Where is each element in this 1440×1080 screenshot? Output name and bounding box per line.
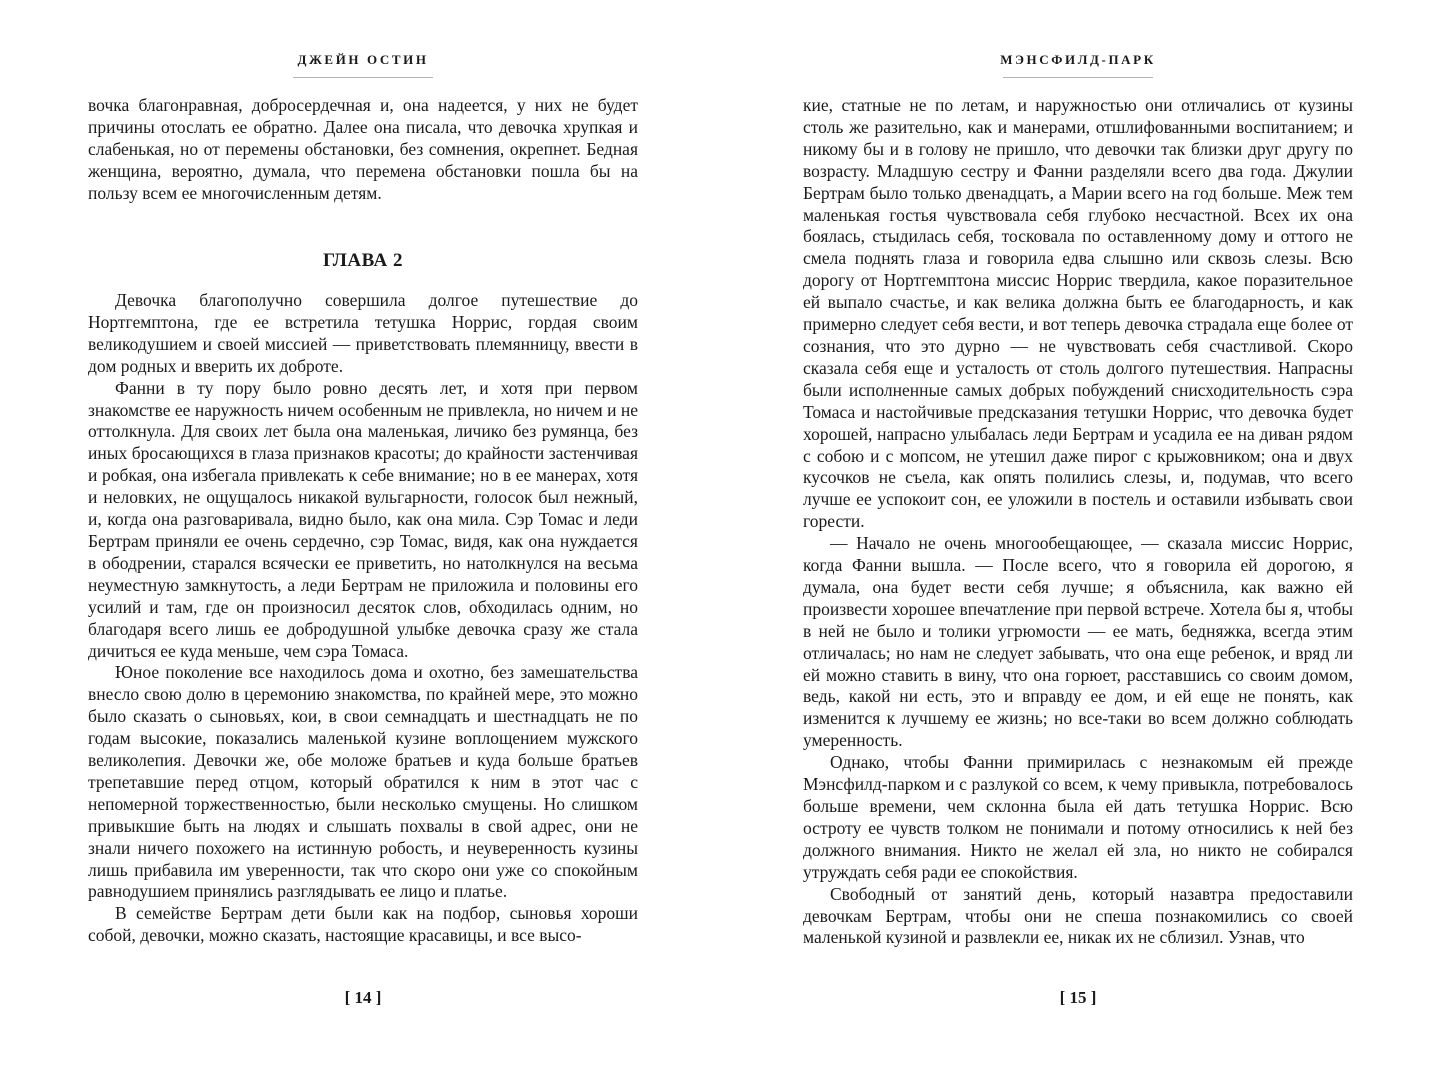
paragraph: Свободный от занятий день, который назавтра предоставили девочкам Бертрам, чтобы они не спеша познакомились со своей маленькой кузиной и развлекли ее, никак их не сблизил. Узнав, что (803, 883, 1353, 948)
right-main-text (803, 95, 1353, 949)
left-running-head: ДЖЕЙН ОСТИН (297, 52, 429, 67)
paragraph: В семействе Бертрам дети были как на подбор, сыновья хороши собой, девочки, можно сказать, настоящие красавицы, и все высо- (88, 903, 638, 946)
paragraph: Девочка благополучно совершила долгое путешествие до Нортгемптона, где ее встретила тетушка Норрис, гордая своим великодушием и своей миссией — приветствовать племянницу, ввести в дом родных и вверить их доброте. (88, 290, 638, 376)
paragraph: Однако, чтобы Фанни примирилась с незнакомым ей прежде Мэнсфилд-парком и с разлукой со всем, к чему привыкла, потребовалось больше времени, чем склонна была ей дать тетушка Норрис. Всю остроту ее чувств толком не понимали и потому относились к ней без должного внимания. Никто не желал ей зла, но никто не собирался утруждать себя ради ее спокойствия. (803, 752, 1353, 882)
left-intro-text (88, 95, 638, 205)
intro-paragraph: вочка благонравная, добросердечная и, она надеется, у них не будет причины отослать ее обратно. Далее она писала, что девочка хрупкая и слабенькая, но от перемены обстановки, без сомнения, окрепнет. Бедная женщина, вероятно, думала, что перемена обстановки пошла бы на пользу всем ее многочисленным детям. (88, 95, 638, 203)
left-page (88, 0, 638, 1080)
left-main-text (88, 290, 638, 947)
right-running-head-rule (1003, 77, 1153, 78)
right-page-number: [ 15 ] (1059, 988, 1097, 1007)
paragraph: — Начало не очень многообещающее, — сказала миссис Норрис, когда Фанни вышла. — После всего, что я говорила ей дорогою, я думала, она будет вести себя лучше; я объяснила, как важно ей произвести хорошее впечатление при первой встрече. Хотела бы я, чтобы в ней не было и толики угрюмости — ее мать, бедняжка, всегда этим отличалась; но нам не следует забывать, что она еще ребенок, и вряд ли ей можно ставить в вину, что она горюет, расставшись со своим домом, ведь, какой ни есть, это и вправду ее дом, и ей еще не понять, как изменится к лучшему ее жизнь; но все-таки во всем должно соблюдать умеренность. (803, 533, 1353, 751)
left-page-number: [ 14 ] (344, 988, 382, 1007)
paragraph: Фанни в ту пору было ровно десять лет, и хотя при первом знакомстве ее наружность ничем особенным не привлекла, но ничем и не оттолкнула. Для своих лет была она маленькая, личико без румянца, без иных бросающихся в глаза признаков красоты; до крайности застенчивая и робкая, она избегала привлекать к себе внимание; но в ее манерах, хотя и неловких, не ощущалось никакой вульгарности, голосок был нежный, и, когда она разговаривала, видно было, как она мила. Сэр Томас и леди Бертрам приняли ее очень сердечно, сэр Томас, видя, как она нуждается в ободрении, старался всячески ее приветить, но натолкнулся на весьма неуместную замкнутость, а леди Бертрам не приложила и половины его усилий и там, где он произносил десяток слов, обходилась одним, но благодаря всего лишь ее добродушной улыбке девочка сразу же стала дичиться ее куда меньше, чем сэра Томаса. (88, 377, 638, 661)
right-page (803, 0, 1353, 1080)
chapter-title: ГЛАВА 2 (322, 250, 404, 271)
right-running-head: МЭНСФИЛД-ПАРК (1000, 52, 1156, 67)
paragraph: Юное поколение все находилось дома и охотно, без замешательства внесло свою долю в церемонию знакомства, по крайней мере, это можно было сказать о сыновьях, кои, в свои семнадцать и шестнадцать не по годам высокие, показались маленькой кузине воплощением мужского великолепия. Девочки же, обе моложе братьев и куда больше братьев трепетавшие перед отцом, который обратился к ним в этот час с непомерной торжественностью, были несколько смущены. Но слишком привыкшие быть на людях и слышать похвалы в свой адрес, они не знали ничего похожего на истинную робость, и неуверенность кузины лишь прибавила им уверенности, так что скоро они уже со спокойным равнодушием принялись разглядывать ее лицо и платье. (88, 662, 638, 902)
continuation-paragraph: кие, статные не по летам, и наружностью они отличались от кузины столь же разительно, как и манерами, отшлифованными воспитанием; и никому бы и в голову не пришло, что девочки так близки друг другу по возрасту. Младшую сестру и Фанни разделяли всего два года. Джулии Бертрам было только двенадцать, а Марии всего на год больше. Меж тем маленькая гостья чувствовала себя глубоко несчастной. Всех их она боялась, стыдилась себя, тосковала по оставленному дому и оттого не смела поднять глаза и говорила едва слышно или сквозь слезы. Всю дорогу от Нортгемптона миссис Норрис твердила, какое поразительное ей выпало счастье, и как велика должна быть ее благодарность, и как примерно следует себя вести, и вот теперь девочка страдала еще более от сознания, что это дурно — не чувствовать себя счастливой. Скоро сказала себя еще и усталость от столь долгого путешествия. Напрасны были исполненные самых добрых побуждений снисходительность сэра Томаса и настойчивые предсказания тетушки Норрис, что девочка будет хорошей, напрасно улыбалась леди Бертрам и усадила ее на диван рядом с собою и с мопсом, не утешил даже пирог с крыжовником; она и двух кусочков не съела, как опять полились слезы, и, подумав, что всего лучше ее успокоит сон, ее уложили в постель и оставили избывать свои горести. (803, 95, 1353, 532)
left-running-head-rule (293, 77, 433, 78)
